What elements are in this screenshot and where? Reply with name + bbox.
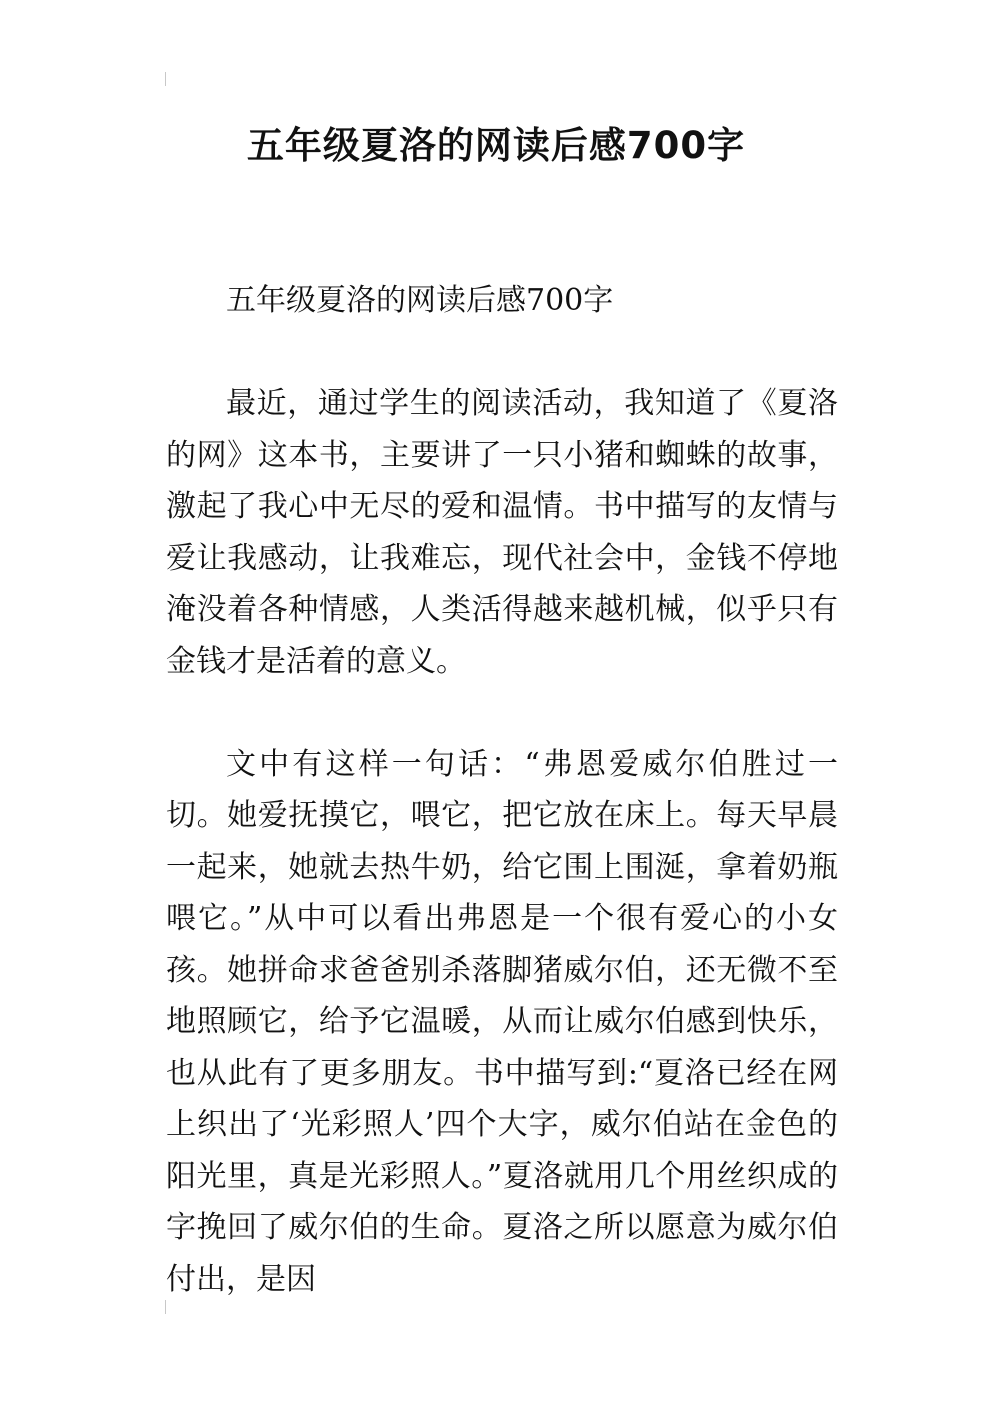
document-subtitle: 五年级夏洛的网读后感700字 — [226, 283, 614, 318]
document-body — [166, 275, 838, 1305]
document-title: 五年级夏洛的网读后感700字 — [246, 124, 746, 167]
page-edge-mark-top — [165, 72, 166, 86]
paragraph-1: 最近，通过学生的阅读活动，我知道了《夏洛的网》这本书，主要讲了一只小猪和蜘蛛的故事，激起了我心中无尽的爱和温情。书中描写的友情与爱让我感动，让我难忘，现代社会中，金钱不停地淹没着各种情感，人类活得越来越机械，似乎只有金钱才是活着的意义。 — [166, 386, 838, 679]
paragraph-2: 文中有这样一句话：“弗恩爱威尔伯胜过一切。她爱抚摸它，喂它，把它放在床上。每天早晨一起来，她就去热牛奶，给它围上围涎，拿着奶瓶喂它。”从中可以看出弗恩是一个很有爱心的小女孩。她拼命求爸爸别杀落脚猪威尔伯，还无微不至地照顾它，给予它温暖，从而让威尔伯感到快乐，也从此有了更多朋友。书中描写到:“夏洛已经在网上织出了‘光彩照人’四个大字，威尔伯站在金色的阳光里，真是光彩照人。”夏洛就用几个用丝织成的字挽回了威尔伯的生命。夏洛之所以愿意为威尔伯付出，是因 — [166, 746, 838, 1297]
page-edge-mark-bottom — [165, 1300, 166, 1314]
